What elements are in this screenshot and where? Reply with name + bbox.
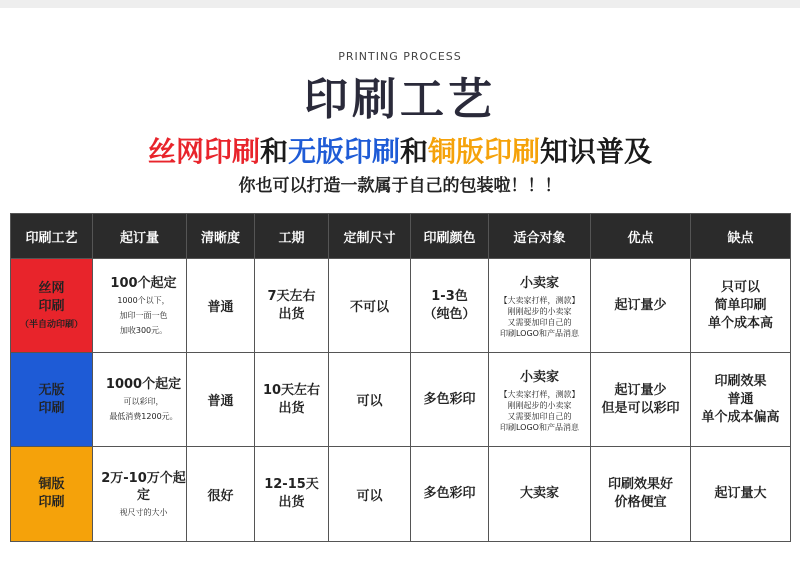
header-cons: 缺点 — [691, 214, 791, 259]
header-process: 印刷工艺 — [11, 214, 93, 259]
cons-cell: 印刷效果 普通 单个成本偏高 — [691, 353, 791, 447]
cons-cell: 起订量大 — [691, 447, 791, 542]
target-cell: 小卖家 【大卖家打样，测款】 刚刚起步的小卖家 又需要加印自己的 印刷LOGO和产品消息 — [489, 259, 591, 353]
subtitle-part-knowledge: 知识普及 — [540, 135, 653, 168]
tagline: 你也可以打造一款属于自己的包装啦！！！ — [238, 176, 562, 196]
target-cell: 小卖家 【大卖家打样，测款】 刚刚起步的小卖家 又需要加印自己的 印刷LOGO和产品消息 — [489, 353, 591, 447]
header-pros: 优点 — [591, 214, 691, 259]
table-header-row — [11, 214, 791, 259]
header-clarity: 清晰度 — [187, 214, 255, 259]
header-lead-time: 工期 — [255, 214, 329, 259]
header-print-color: 印刷颜色 — [411, 214, 489, 259]
custom-size-cell: 可以 — [329, 447, 411, 542]
print-color-cell: 多色彩印 — [411, 447, 489, 542]
subtitle-part-and-2: 和 — [400, 135, 429, 168]
pros-cell: 印刷效果好 价格便宜 — [591, 447, 691, 542]
table-row — [11, 447, 791, 542]
subtitle-part-coated: 铜版印刷 — [428, 135, 541, 168]
lead-time-cell: 10天左右 出货 — [255, 353, 329, 447]
table-row — [11, 259, 791, 353]
pros-cell: 起订量少 但是可以彩印 — [591, 353, 691, 447]
process-cell: 铜版 印刷 — [11, 447, 93, 542]
min-order-cell: 100个起定 1000个以下， 加印一面一色 加收300元。 — [93, 259, 187, 353]
lead-time-cell: 7天左右 出货 — [255, 259, 329, 353]
header-target: 适合对象 — [489, 214, 591, 259]
header-min-order: 起订量 — [93, 214, 187, 259]
process-cell: 无版 印刷 — [11, 353, 93, 447]
pros-cell: 起订量少 — [591, 259, 691, 353]
lead-time-cell: 12-15天 出货 — [255, 447, 329, 542]
custom-size-cell: 不可以 — [329, 259, 411, 353]
subtitle-part-plateless: 无版印刷 — [287, 135, 400, 168]
custom-size-cell: 可以 — [329, 353, 411, 447]
top-strip — [0, 0, 800, 8]
clarity-cell: 普通 — [187, 353, 255, 447]
subtitle — [0, 133, 800, 171]
clarity-cell: 很好 — [187, 447, 255, 542]
process-cell: 丝网 印刷 （半自动印刷） — [11, 259, 93, 353]
cons-cell: 只可以 简单印刷 单个成本高 — [691, 259, 791, 353]
header-custom-size: 定制尺寸 — [329, 214, 411, 259]
page-title: 印刷工艺 — [304, 74, 496, 125]
process-note: （半自动印刷） — [19, 319, 83, 330]
subtitle-part-and-1: 和 — [259, 135, 288, 168]
subtitle-part-screen: 丝网印刷 — [147, 135, 260, 168]
clarity-cell: 普通 — [187, 259, 255, 353]
target-cell: 大卖家 — [489, 447, 591, 542]
print-color-cell: 多色彩印 — [411, 353, 489, 447]
min-order-cell: 2万-10万个起定 视尺寸的大小 — [93, 447, 187, 542]
print-color-cell: 1-3色 （纯色） — [411, 259, 489, 353]
table-row — [11, 353, 791, 447]
min-order-cell: 1000个起定 可以彩印， 最低消费1200元。 — [93, 353, 187, 447]
eyebrow-text: PRINTING PROCESS — [338, 50, 462, 63]
process-table — [10, 213, 791, 542]
